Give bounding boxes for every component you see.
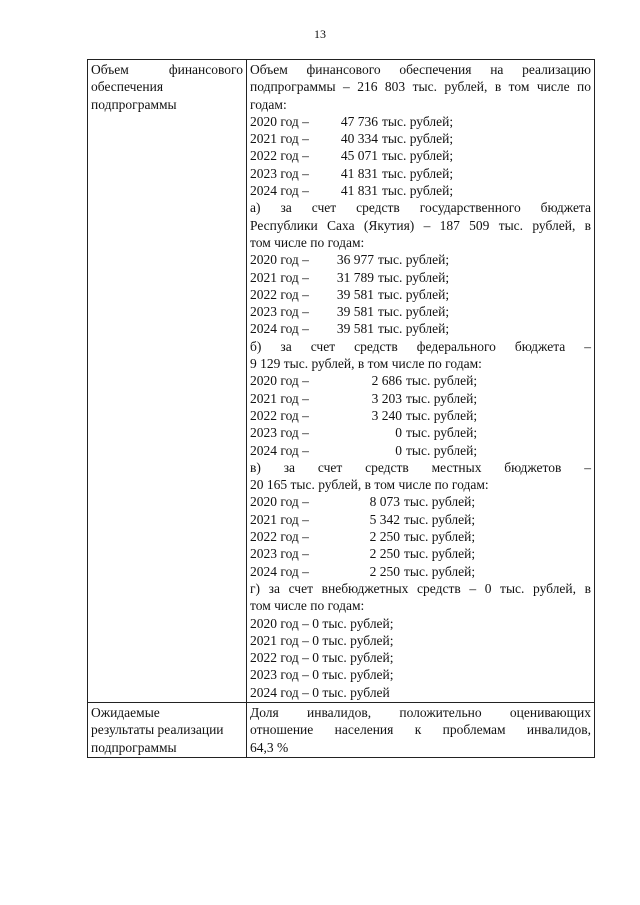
finance-label-word: Объем [91, 62, 129, 77]
local-year-row: 2020 год – 8 073 тыс. рублей; [250, 494, 476, 510]
offbudget-year-row: 2021 год – 0 тыс. рублей; [250, 632, 394, 648]
total-year-row: 2024 год – 41 831 тыс. рублей; [250, 183, 454, 199]
local-year-row: 2023 год – 2 250 тыс. рублей; [250, 546, 476, 562]
results-label-line: результаты реализации [91, 722, 224, 738]
total-year-row: 2020 год – 47 736 тыс. рублей; [250, 113, 454, 129]
finance-intro-line: подпрограммы – 216 803 тыс. рублей, в том числе по [250, 79, 591, 95]
regional-year-row: 2020 год – 36 977 тыс. рублей; [250, 252, 450, 268]
regional-budget-line: а) за счет средств государственного бюджета [250, 200, 591, 216]
finance-intro-line: годам: [250, 96, 287, 112]
page-number: 13 [314, 27, 326, 41]
regional-year-row: 2023 год – 39 581 тыс. рублей; [250, 304, 450, 320]
finance-row [88, 60, 595, 703]
finance-label-cell [88, 60, 247, 703]
results-label-line: подпрограммы [91, 739, 177, 755]
federal-year-row: 2021 год – 3 203 тыс. рублей; [250, 390, 478, 406]
finance-label-line: обеспечения [91, 79, 164, 95]
total-year-row: 2022 год – 45 071 тыс. рублей; [250, 148, 454, 164]
local-budget-line: 20 165 тыс. рублей, в том числе по годам: [250, 477, 489, 493]
federal-budget-line: б) за счет средств федерального бюджета – [250, 338, 591, 354]
finance-intro-line: Объем финансового обеспечения на реализацию [250, 62, 591, 77]
federal-year-row: 2022 год – 3 240 тыс. рублей; [250, 407, 478, 423]
local-year-row: 2022 год – 2 250 тыс. рублей; [250, 529, 476, 545]
finance-label-line [91, 61, 243, 78]
results-label-line: Ожидаемые [91, 704, 160, 720]
federal-year-row: 2020 год – 2 686 тыс. рублей; [250, 373, 478, 389]
offbudget-year-row: 2024 год – 0 тыс. рублей [250, 684, 390, 700]
results-content-cell [247, 702, 595, 757]
local-year-row: 2021 год – 5 342 тыс. рублей; [250, 511, 476, 527]
local-year-row: 2024 год – 2 250 тыс. рублей; [250, 563, 476, 579]
offbudget-year-row: 2020 год – 0 тыс. рублей; [250, 615, 394, 631]
total-year-row: 2021 год – 40 334 тыс. рублей; [250, 131, 454, 147]
federal-year-row: 2023 год – 0 тыс. рублей; [250, 425, 478, 441]
regional-budget-line: Республики Саха (Якутия) – 187 509 тыс. рублей, в [250, 217, 591, 233]
results-text-line: 64,3 % [250, 739, 289, 755]
regional-budget-line: том числе по годам: [250, 234, 365, 250]
results-text-line: отношение населения к проблемам инвалидов, [250, 722, 591, 738]
federal-year-row: 2024 год – 0 тыс. рублей; [250, 442, 478, 458]
offbudget-line: г) за счет внебюджетных средств – 0 тыс. рублей, в [250, 580, 591, 596]
local-budget-line: в) за счет средств местных бюджетов – [250, 459, 591, 475]
total-year-row: 2023 год – 41 831 тыс. рублей; [250, 165, 454, 181]
offbudget-line: том числе по годам: [250, 598, 365, 614]
finance-label-word: финансового [168, 62, 243, 77]
offbudget-year-row: 2023 год – 0 тыс. рублей; [250, 667, 394, 683]
finance-content-cell [247, 60, 595, 703]
results-text-line: Доля инвалидов, положительно оценивающих [250, 704, 591, 720]
federal-budget-line: 9 129 тыс. рублей, в том числе по годам: [250, 356, 482, 372]
finance-label-line: подпрограммы [91, 96, 177, 112]
results-label-cell [88, 702, 247, 757]
regional-year-row: 2024 год – 39 581 тыс. рублей; [250, 321, 450, 337]
offbudget-year-row: 2022 год – 0 тыс. рублей; [250, 650, 394, 666]
results-row [88, 702, 595, 757]
regional-year-row: 2022 год – 39 581 тыс. рублей; [250, 286, 450, 302]
subprogram-passport-table [87, 59, 595, 758]
regional-year-row: 2021 год – 31 789 тыс. рублей; [250, 269, 450, 285]
